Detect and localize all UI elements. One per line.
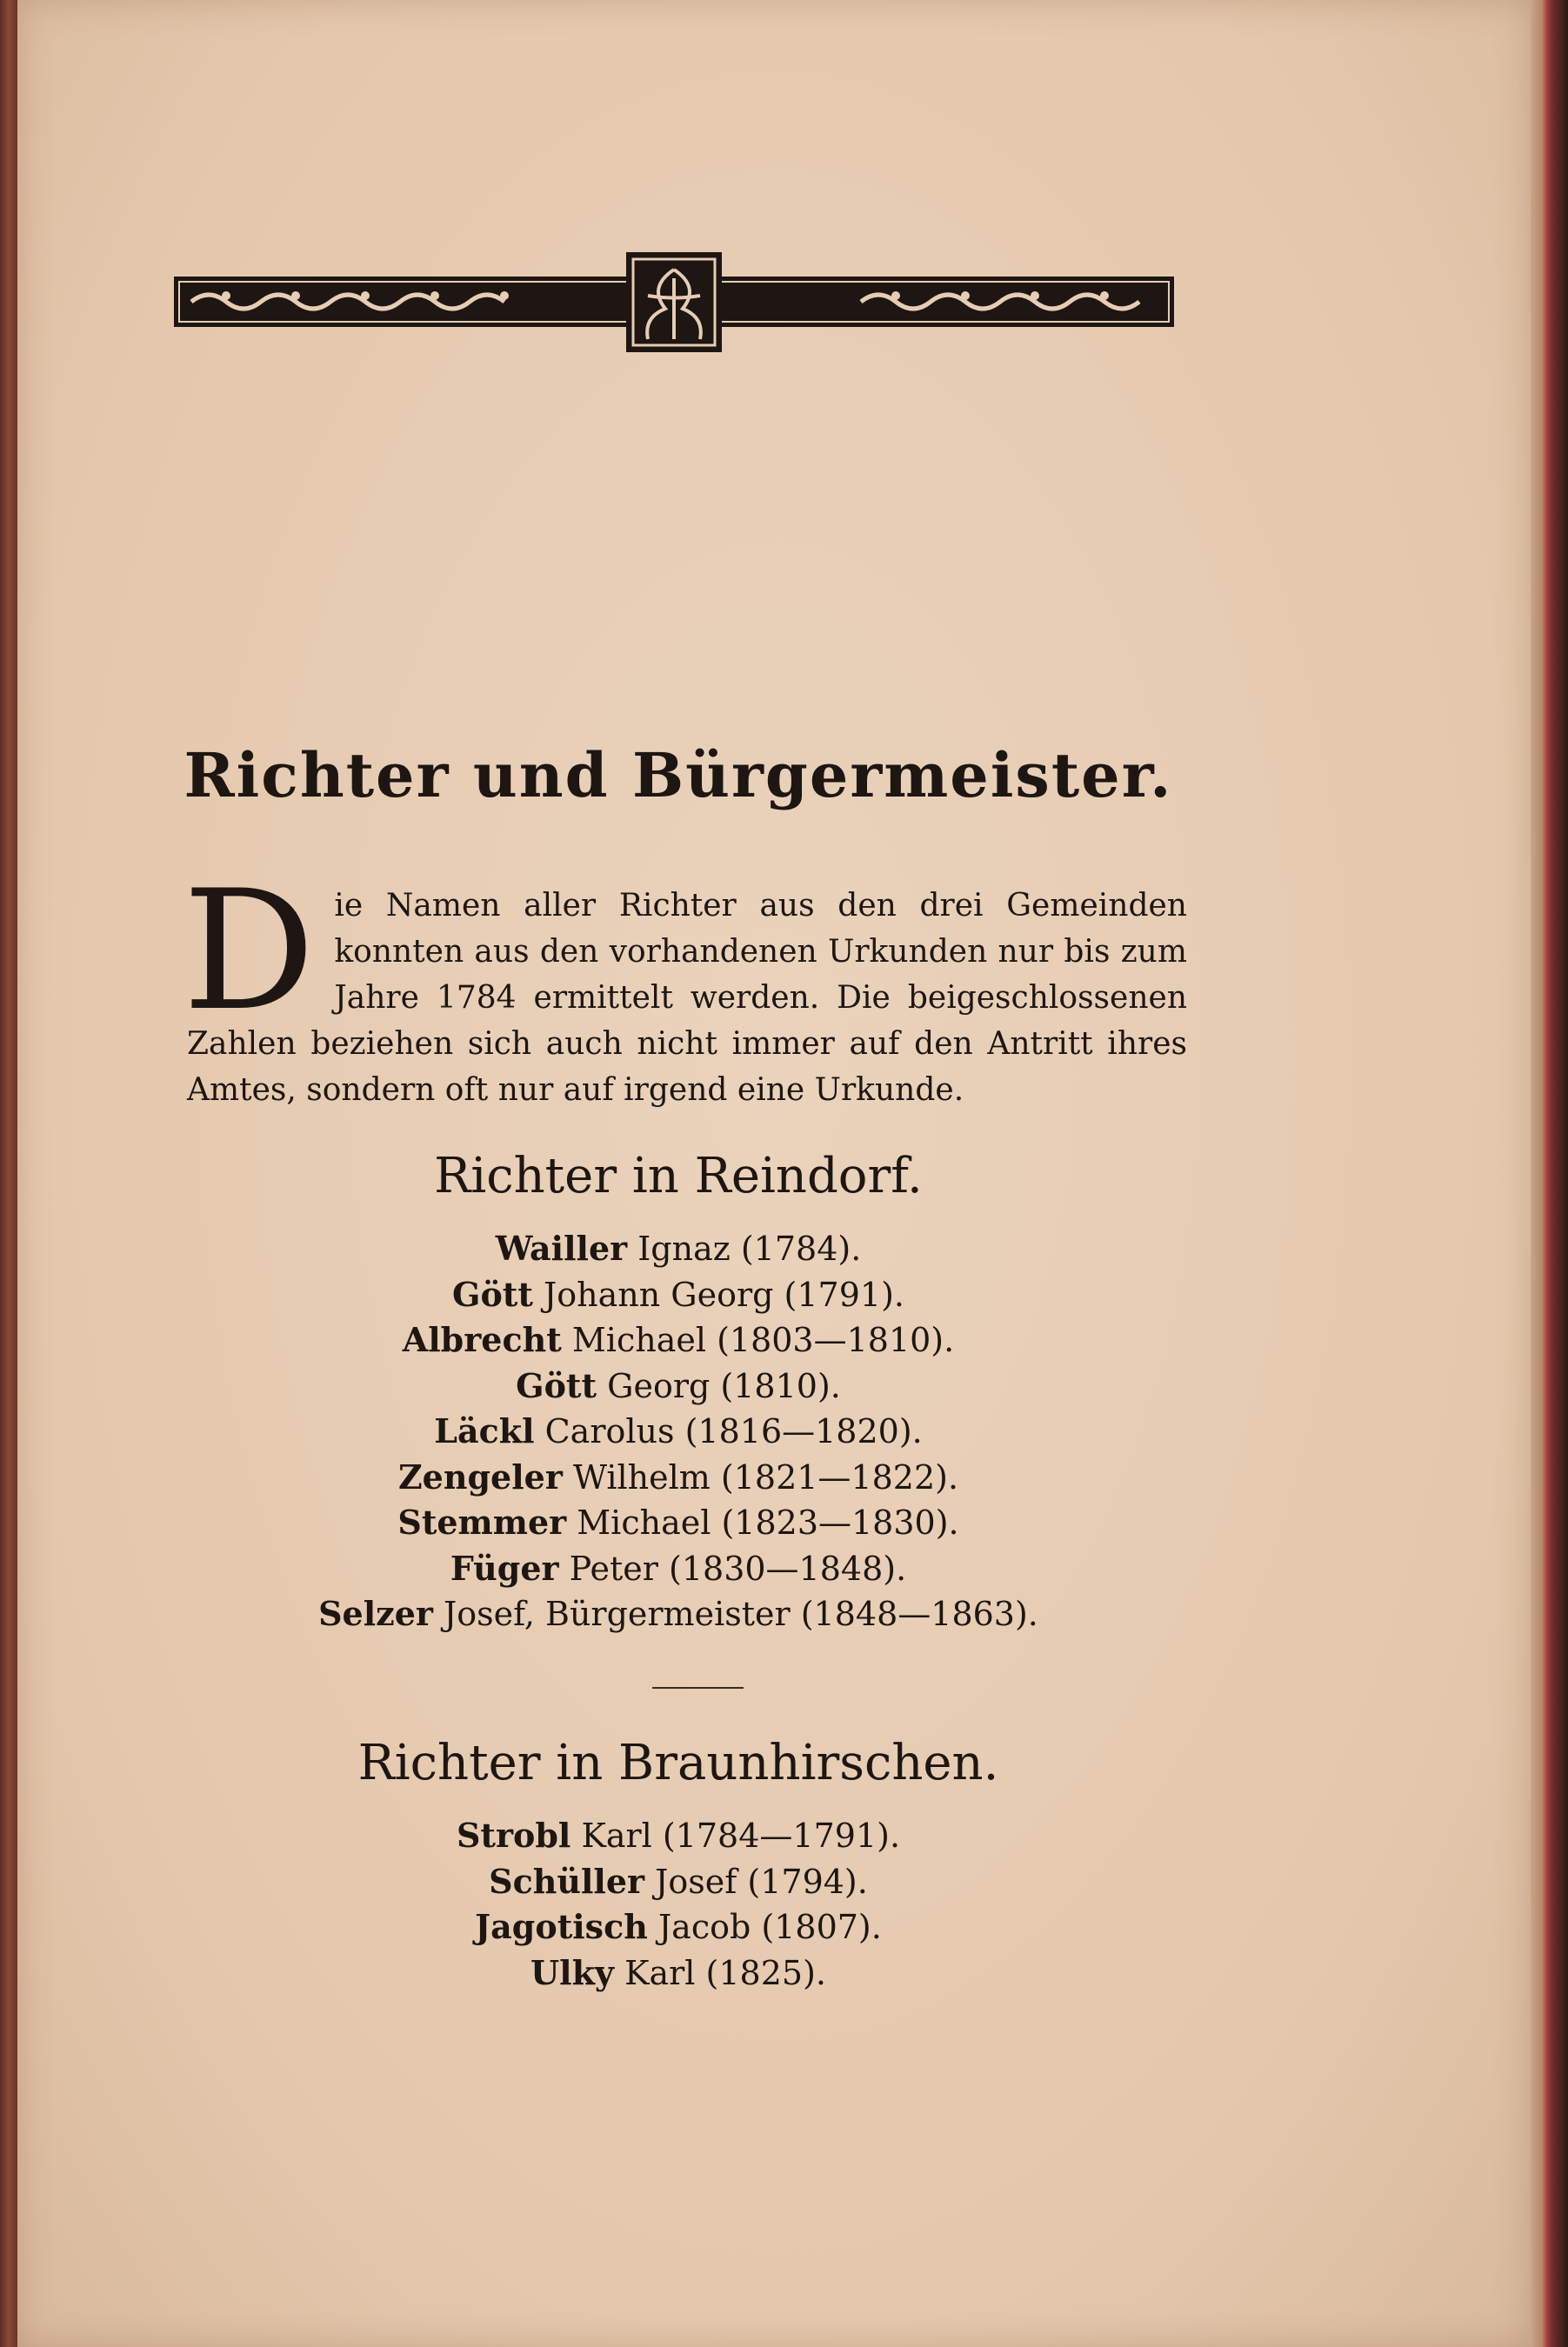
list-item: Jagotisch Jacob (1807). [475, 1907, 882, 1946]
book-page [17, 0, 1531, 2347]
book-binding-left [0, 0, 17, 2347]
section-title-braunhirschen: Richter in Braunhirschen. [357, 1735, 999, 1791]
section-title-reindorf: Richter in Reindorf. [434, 1148, 923, 1204]
book-page-edge-right [1531, 0, 1568, 2347]
list-item: Stemmer Michael (1823—1830). [397, 1503, 959, 1542]
drop-cap: D [183, 855, 316, 1047]
intro-paragraph [183, 855, 1187, 1113]
list-item: Läckl Carolus (1816—1820). [434, 1411, 923, 1450]
list-item: Ulky Karl (1825). [530, 1952, 826, 1992]
decorative-header-ornament [174, 252, 1174, 352]
list-item: Schüller Josef (1794). [489, 1861, 868, 1901]
judges-list-reindorf [17, 1226, 1339, 1637]
list-item: Gött Georg (1810). [516, 1365, 841, 1405]
section-divider [652, 1687, 744, 1689]
list-item: Selzer Josef, Bürgermeister (1848—1863). [318, 1594, 1038, 1633]
intro-text: ie Namen aller Richter aus den drei Gemeinden konnten aus den vorhandenen Urkunden nur bis zum Jahre 1784 ermittelt werden. Die beigeschlossenen Zahlen beziehen sich auch nicht immer auf den Antritt ihres Amtes, sondern oft nur auf irgend eine Urkunde. [187, 888, 1187, 1108]
page-title: Richter und Bürgermeister. [183, 739, 1173, 811]
list-item: Strobl Karl (1784—1791). [456, 1816, 901, 1855]
list-item: Wailler Ignaz (1784). [495, 1229, 862, 1268]
list-item: Füger Peter (1830—1848). [450, 1548, 907, 1588]
list-item: Gött Johann Georg (1791). [452, 1274, 904, 1314]
list-item: Albrecht Michael (1803—1810). [402, 1320, 955, 1359]
judges-list-braunhirschen [17, 1813, 1339, 1996]
list-item: Zengeler Wilhelm (1821—1822). [397, 1457, 959, 1497]
